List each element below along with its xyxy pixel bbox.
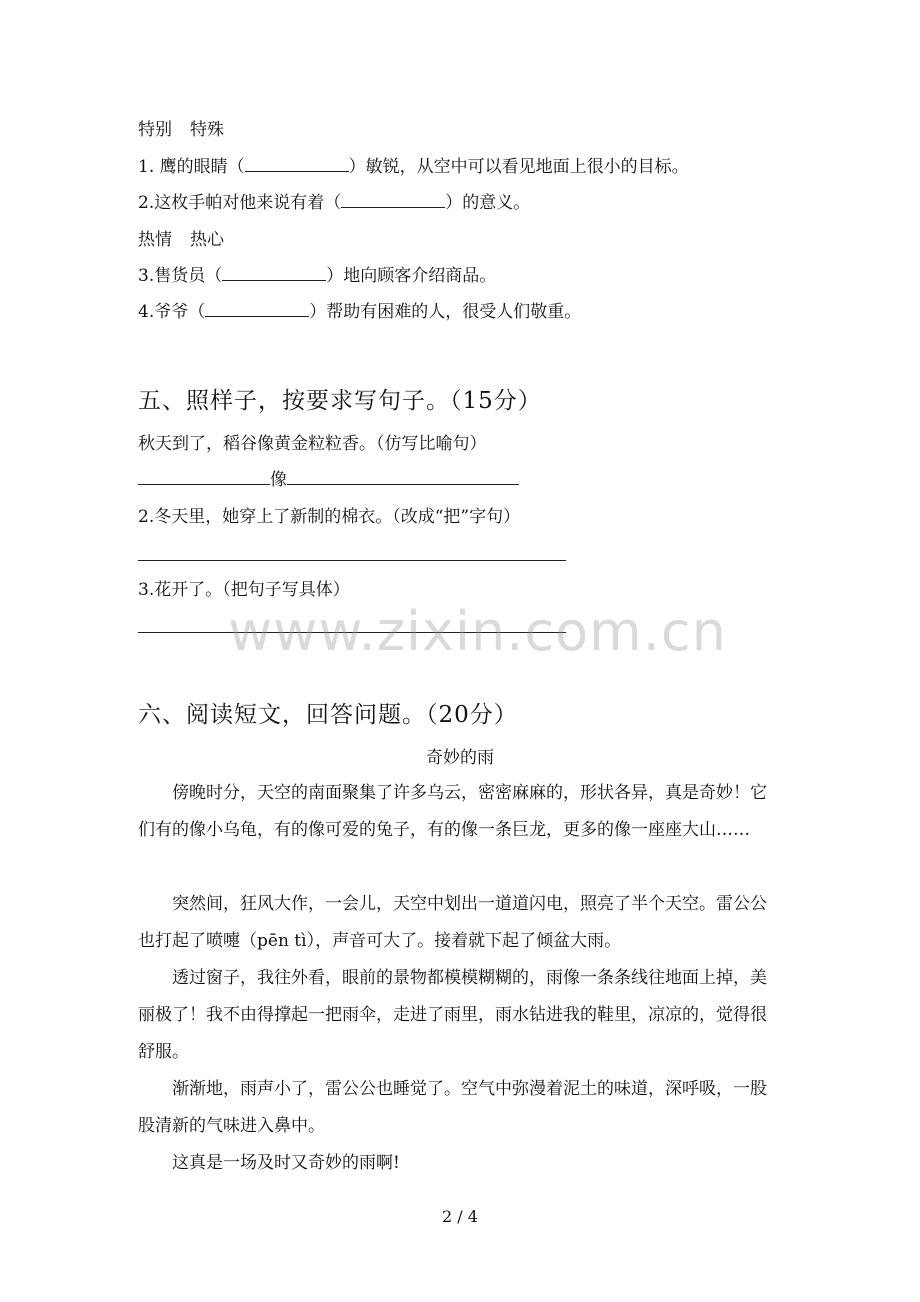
- answer-blank[interactable]: [138, 470, 270, 485]
- answer-blank[interactable]: [287, 470, 519, 485]
- section-6-heading: 六、阅读短文，回答问题。（20分）: [138, 702, 518, 728]
- word-option-a: 特别: [138, 120, 172, 140]
- answer-line[interactable]: [138, 560, 566, 561]
- question-1: [138, 155, 689, 179]
- section-5-sentence-3: 3.花开了。（把句子写具体）: [138, 580, 350, 600]
- question-2: [138, 191, 530, 215]
- question-4-after: ）帮助有困难的人，很受人们敬重。: [309, 302, 582, 322]
- section-5-simile-template: [138, 468, 519, 492]
- word-group-2: [138, 228, 224, 252]
- question-1-after: ）敏锐，从空中可以看见地面上很小的目标。: [348, 157, 689, 177]
- watermark: www.zixin.com.cn: [228, 600, 727, 663]
- question-3-after: ）地向顾客介绍商品。: [326, 266, 497, 286]
- passage-paragraph: 渐渐地，雨声小了，雷公公也睡觉了。空气中弥漫着泥土的味道，深呼吸，一股股清新的气味进入鼻中。: [138, 1079, 767, 1136]
- word-option-b: 特殊: [190, 120, 224, 140]
- page-number: 2 / 4: [442, 1207, 478, 1226]
- question-3: [138, 264, 496, 288]
- question-2-before: 2.这枚手帕对他来说有着（: [138, 193, 342, 213]
- question-3-before: 3.售货员（: [138, 266, 223, 286]
- passage-paragraph: 突然间，狂风大作，一会儿，天空中划出一道道闪电，照亮了半个天空。雷公公也打起了喷嚏（pēn tì），声音可大了。接着就下起了倾盆大雨。: [138, 894, 767, 951]
- passage-title: 奇妙的雨: [426, 748, 494, 768]
- passage-paragraph: 这真是一场及时又奇妙的雨啊!: [172, 1153, 400, 1173]
- section-5-sentence-1: 秋天到了，稻谷像黄金粒粒香。（仿写比喻句）: [138, 434, 487, 454]
- answer-blank[interactable]: [222, 266, 326, 281]
- passage-paragraph: 透过窗子，我往外看，眼前的景物都模模糊糊的，雨像一条条线往地面上掉，美丽极了！我不由得撑起一把雨伞，走进了雨里，雨水钻进我的鞋里，凉凉的，觉得很舒服。: [138, 968, 767, 1062]
- question-4-before: 4.爷爷（: [138, 302, 206, 322]
- answer-blank[interactable]: [205, 302, 309, 317]
- question-2-after: ）的意义。: [445, 193, 531, 213]
- section-5-sentence-2: 2.冬天里，她穿上了新制的棉衣。（改成“把”字句）: [138, 507, 521, 527]
- answer-blank[interactable]: [341, 193, 445, 208]
- simile-word: 像: [270, 470, 287, 490]
- question-1-before: 1. 鹰的眼睛（: [138, 157, 245, 177]
- question-4: [138, 300, 581, 324]
- section-5-heading: 五、照样子，按要求写句子。（15分）: [138, 388, 542, 414]
- passage-paragraph: 傍晚时分，天空的南面聚集了许多乌云，密密麻麻的，形状各异，真是奇妙！它们有的像小乌龟，有的像可爱的兔子，有的像一条巨龙，更多的像一座座大山……: [138, 783, 767, 840]
- word-option-b: 热心: [190, 230, 224, 250]
- word-group-1: [138, 118, 224, 142]
- answer-blank[interactable]: [245, 157, 349, 172]
- word-option-a: 热情: [138, 230, 172, 250]
